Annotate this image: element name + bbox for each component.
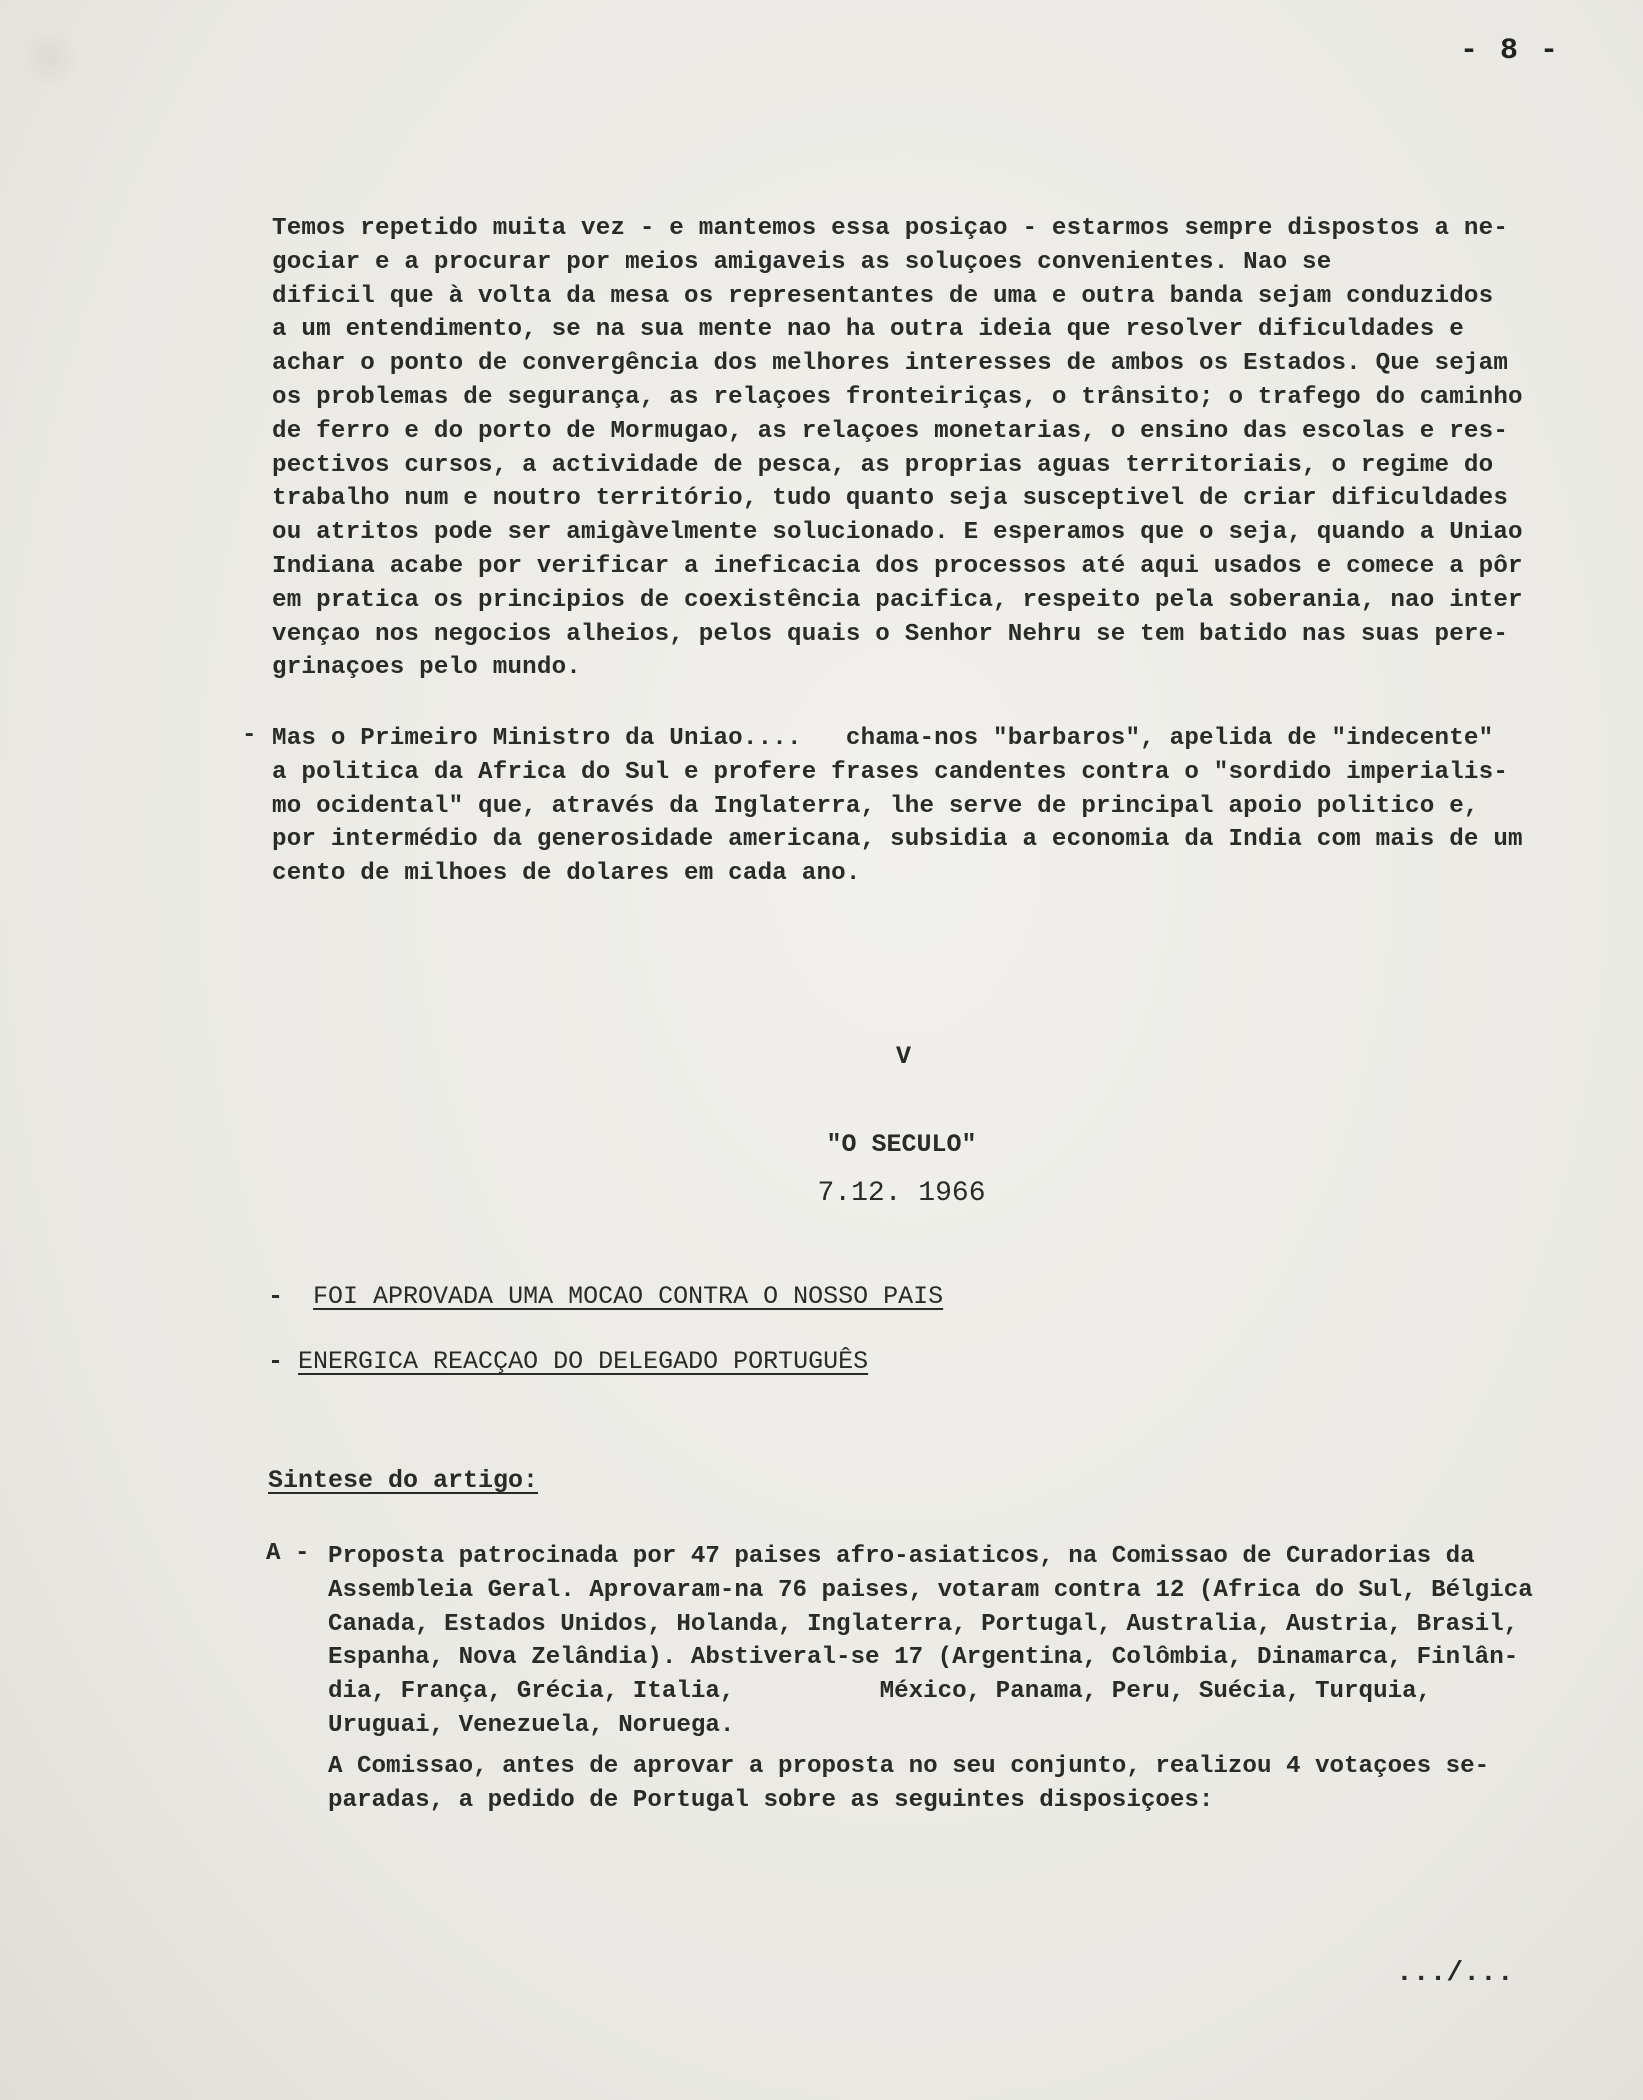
paragraph-line: a um entendimento, se na sua mente nao ha outra ideia que resolver dificuldades e: [272, 316, 1464, 344]
paragraph-2: [272, 722, 1612, 891]
paragraph-line: dificil que à volta da mesa os representantes de uma e outra banda sejam conduzidos: [272, 282, 1494, 310]
synthesis-title: Sintese do artigo:: [268, 1466, 539, 1495]
item-line: dia, França, Grécia, Italia, México, Panama, Peru, Suécia, Turquia,: [328, 1678, 1432, 1706]
paragraph-line: grinaçoes pelo mundo.: [272, 654, 582, 682]
paragraph-line: achar o ponto de convergência dos melhores interesses de ambos os Estados. Que sejam: [272, 350, 1509, 378]
paragraph-line: por intermédio da generosidade americana, subsidia a economia da India com mais de um: [272, 826, 1523, 854]
paragraph-1: [272, 212, 1612, 685]
paragraph-line: ou atritos pode ser amigàvelmente solucionado. E esperamos que o seja, quando a Uniao: [272, 519, 1523, 547]
item-line: Assembleia Geral. Aprovaram-na 76 paises, votaram contra 12 (Africa do Sul, Bélgica: [328, 1576, 1533, 1604]
paragraph-line: gociar e a procurar por meios amigaveis as soluçoes convenientes. Nao se: [272, 248, 1332, 276]
paragraph-2-dash: -: [242, 722, 257, 749]
paragraph-line: a politica da Africa do Sul e profere frases candentes contra o "sordido imperialis-: [272, 758, 1509, 786]
continuation-mark: .../...: [1396, 1958, 1514, 1989]
paragraph-line: em pratica os principios de coexistência pacifica, respeito pela soberania, nao inter: [272, 586, 1523, 614]
headline-text: ENERGICA REACÇAO DO DELEGADO PORTUGUÊS: [298, 1347, 869, 1376]
item-line: Uruguai, Venezuela, Noruega.: [328, 1711, 735, 1739]
paragraph-line: Temos repetido muita vez - e mantemos essa posiçao - estarmos sempre dispostos a ne-: [272, 215, 1509, 242]
paragraph-line: os problemas de segurança, as relaçoes fronteiriças, o trânsito; o trafego do caminho: [272, 383, 1523, 411]
item-a-text: [328, 1540, 1628, 1743]
paragraph-line: mo ocidental" que, através da Inglaterra, lhe serve de principal apoio politico e,: [272, 792, 1479, 820]
section-number: V: [895, 1042, 911, 1071]
headline-dash: -: [268, 1282, 284, 1311]
newspaper-name: "O SECULO": [826, 1130, 977, 1159]
item-line: Canada, Estados Unidos, Holanda, Inglaterra, Portugal, Australia, Austria, Brasil,: [328, 1610, 1519, 1638]
paragraph-line: cento de milhoes de dolares em cada ano.: [272, 860, 861, 888]
headline-1: [268, 1282, 943, 1311]
item-line: paradas, a pedido de Portugal sobre as seguintes disposiçoes:: [328, 1786, 1214, 1814]
paragraph-line: pectivos cursos, a actividade de pesca, as proprias aguas territoriais, o regime do: [272, 451, 1494, 479]
item-a-paragraph-2: [328, 1750, 1628, 1818]
item-a-label: A -: [266, 1540, 310, 1567]
paragraph-line: Mas o Primeiro Ministro da Uniao.... chama-nos "barbaros", apelida de "indecente": [272, 725, 1494, 752]
item-line: Espanha, Nova Zelândia). Abstiveral-se 17 (Argentina, Colômbia, Dinamarca, Finlân-: [328, 1644, 1519, 1672]
paragraph-line: vençao nos negocios alheios, pelos quais o Senhor Nehru se tem batido nas suas pere-: [272, 620, 1509, 648]
article-date: 7.12. 1966: [817, 1178, 986, 1209]
paragraph-line: trabalho num e noutro território, tudo quanto seja susceptivel de criar dificuldades: [272, 485, 1509, 513]
paragraph-line: Indiana acabe por verificar a ineficacia dos processos até aqui usados e comece a pôr: [272, 552, 1523, 580]
page-number: - 8 -: [1460, 34, 1561, 68]
item-line: A Comissao, antes de aprovar a proposta no seu conjunto, realizou 4 votaçoes se-: [328, 1753, 1490, 1780]
headline-dash: -: [268, 1347, 284, 1376]
paper-mark: [20, 28, 80, 88]
headline-2: [268, 1347, 868, 1376]
paragraph-line: de ferro e do porto de Mormugao, as relaçoes monetarias, o ensino das escolas e res-: [272, 417, 1509, 445]
item-line: Proposta patrocinada por 47 paises afro-asiaticos, na Comissao de Curadorias da: [328, 1543, 1475, 1570]
headline-text: FOI APROVADA UMA MOCAO CONTRA O NOSSO PAIS: [313, 1282, 944, 1311]
